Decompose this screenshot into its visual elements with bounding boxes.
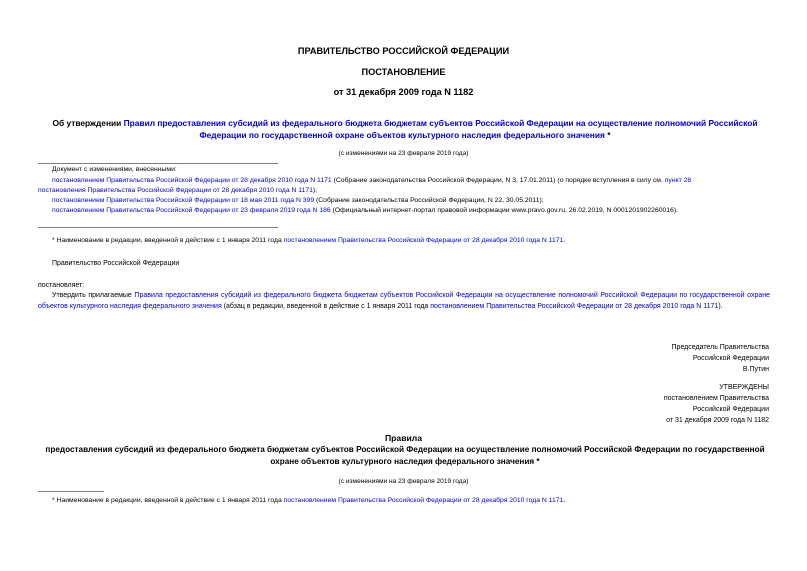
- doc-type-heading: ПОСТАНОВЛЕНИЕ: [361, 67, 446, 77]
- amendment-item-1-cont: [38, 186, 768, 196]
- divider-top: [38, 163, 278, 164]
- footnote-1: [52, 236, 768, 246]
- amendment-item-2: [52, 196, 768, 206]
- rules-heading: Правила: [384, 433, 422, 443]
- decrees-word: постановляет:: [38, 282, 85, 289]
- footnote-1-link[interactable]: постановлением Правительства Российской Федерации от 28 декабря 2010 года N 1171: [283, 237, 564, 244]
- amendments-intro: Документ с изменениями, внесенными:: [52, 166, 177, 173]
- title-link[interactable]: Правил предоставления субсидий из федерального бюджета бюджетам субъектов Российской Федерации на осуществление полномочий Российской Федерации по государственной охране объектов культурного наследия федерального значения: [123, 118, 758, 140]
- rules-changes-note: (с изменениями на 23 февраля 2019 года): [338, 478, 469, 485]
- approve-prefix: Утвердить прилагаемые: [52, 292, 135, 299]
- approved-line-4: от 31 декабря 2009 года N 1182: [666, 417, 769, 424]
- approve-link-2[interactable]: постановлением Правительства Российской Федерации от 28 декабря 2010 года N 1171: [430, 303, 719, 310]
- signature-block: [672, 342, 769, 375]
- divider-amendments-bottom: [38, 227, 278, 228]
- rules-title: предоставления субсидий из федерального бюджета бюджетам субъектов Российской Федерации на осуществление полномочий Российской Федерации по государственной охране объектов культурного наследия федерального значения *: [45, 445, 765, 466]
- amendment-2-text: (Собрание законодательства Российской Федерации, N 22, 30.05.2011);: [314, 197, 544, 204]
- changes-note: (с изменениями на 23 февраля 2019 года): [338, 150, 469, 157]
- doc-date-number: от 31 декабря 2009 года N 1182: [333, 87, 474, 97]
- approved-line-3: Российской Федерации: [692, 406, 769, 413]
- government-subject: Правительство Российской Федерации: [52, 260, 180, 267]
- amendment-1-point-link[interactable]: пункт 28: [664, 177, 692, 184]
- footnote-2-end: .: [563, 497, 566, 504]
- title-prefix: Об утверждении: [52, 118, 124, 128]
- document-title: [40, 117, 770, 141]
- approve-end: ).: [718, 303, 723, 310]
- amendment-1-line2-link[interactable]: постановления Правительства Российской Федерации от 28 декабря 2010 года N 1171: [38, 187, 313, 194]
- amendment-3-link[interactable]: постановлением Правительства Российской Федерации от 23 февраля 2019 года N 186: [52, 207, 331, 214]
- amendment-1-line2-text: );: [312, 187, 318, 194]
- approve-mid: (абзац в редакции, введенной в действие с 1 января 2011 года: [221, 303, 431, 310]
- amendment-1-link[interactable]: постановлением Правительства Российской Федерации от 28 декабря 2010 года N 1171: [52, 177, 332, 184]
- amendment-2-link[interactable]: постановлением Правительства Российской Федерации от 18 мая 2011 года N 399: [52, 197, 315, 204]
- approved-line-2: постановлением Правительства: [663, 395, 769, 402]
- approve-link[interactable]: Правила предоставления субсидий из федерального бюджета бюджетам субъектов Российской Федерации на осуществление полномочий Российской Федерации по государственной охране объектов культурного наследия федерального значения: [38, 292, 771, 310]
- title-suffix: *: [604, 130, 611, 140]
- signature-line-1: Председатель Правительства: [671, 344, 769, 351]
- footnote-2-link[interactable]: постановлением Правительства Российской Федерации от 28 декабря 2010 года N 1171: [283, 497, 564, 504]
- amendment-item-1: [52, 176, 768, 186]
- amendment-1-text: (Собрание законодательства Российской Федерации, N 3, 17.01.2011) (о порядке вступления в силу см.: [331, 177, 663, 184]
- footnote-2-text: * Наименование в редакции, введенной в действие с 1 января 2011 года: [52, 497, 284, 504]
- approved-block: [664, 382, 769, 426]
- amendment-item-3: [52, 206, 768, 216]
- approved-line-1: УТВЕРЖДЕНЫ: [719, 384, 769, 391]
- amendments-block: [38, 165, 768, 216]
- signature-line-3: В.Путин: [742, 366, 769, 373]
- footnote-1-end: .: [563, 237, 566, 244]
- footnote-1-text: * Наименование в редакции, введенной в действие с 1 января 2011 года: [52, 237, 284, 244]
- signature-line-2: Российской Федерации: [692, 355, 769, 362]
- divider-footnote: [38, 491, 104, 492]
- amendment-3-text: (Официальный интернет-портал правовой информации www.pravo.gov.ru, 26.02.2019, N 0001201902260016).: [330, 207, 678, 214]
- approve-paragraph: [38, 290, 770, 312]
- footnote-2: [52, 496, 768, 506]
- government-heading: ПРАВИТЕЛЬСТВО РОССИЙСКОЙ ФЕДЕРАЦИИ: [297, 46, 510, 56]
